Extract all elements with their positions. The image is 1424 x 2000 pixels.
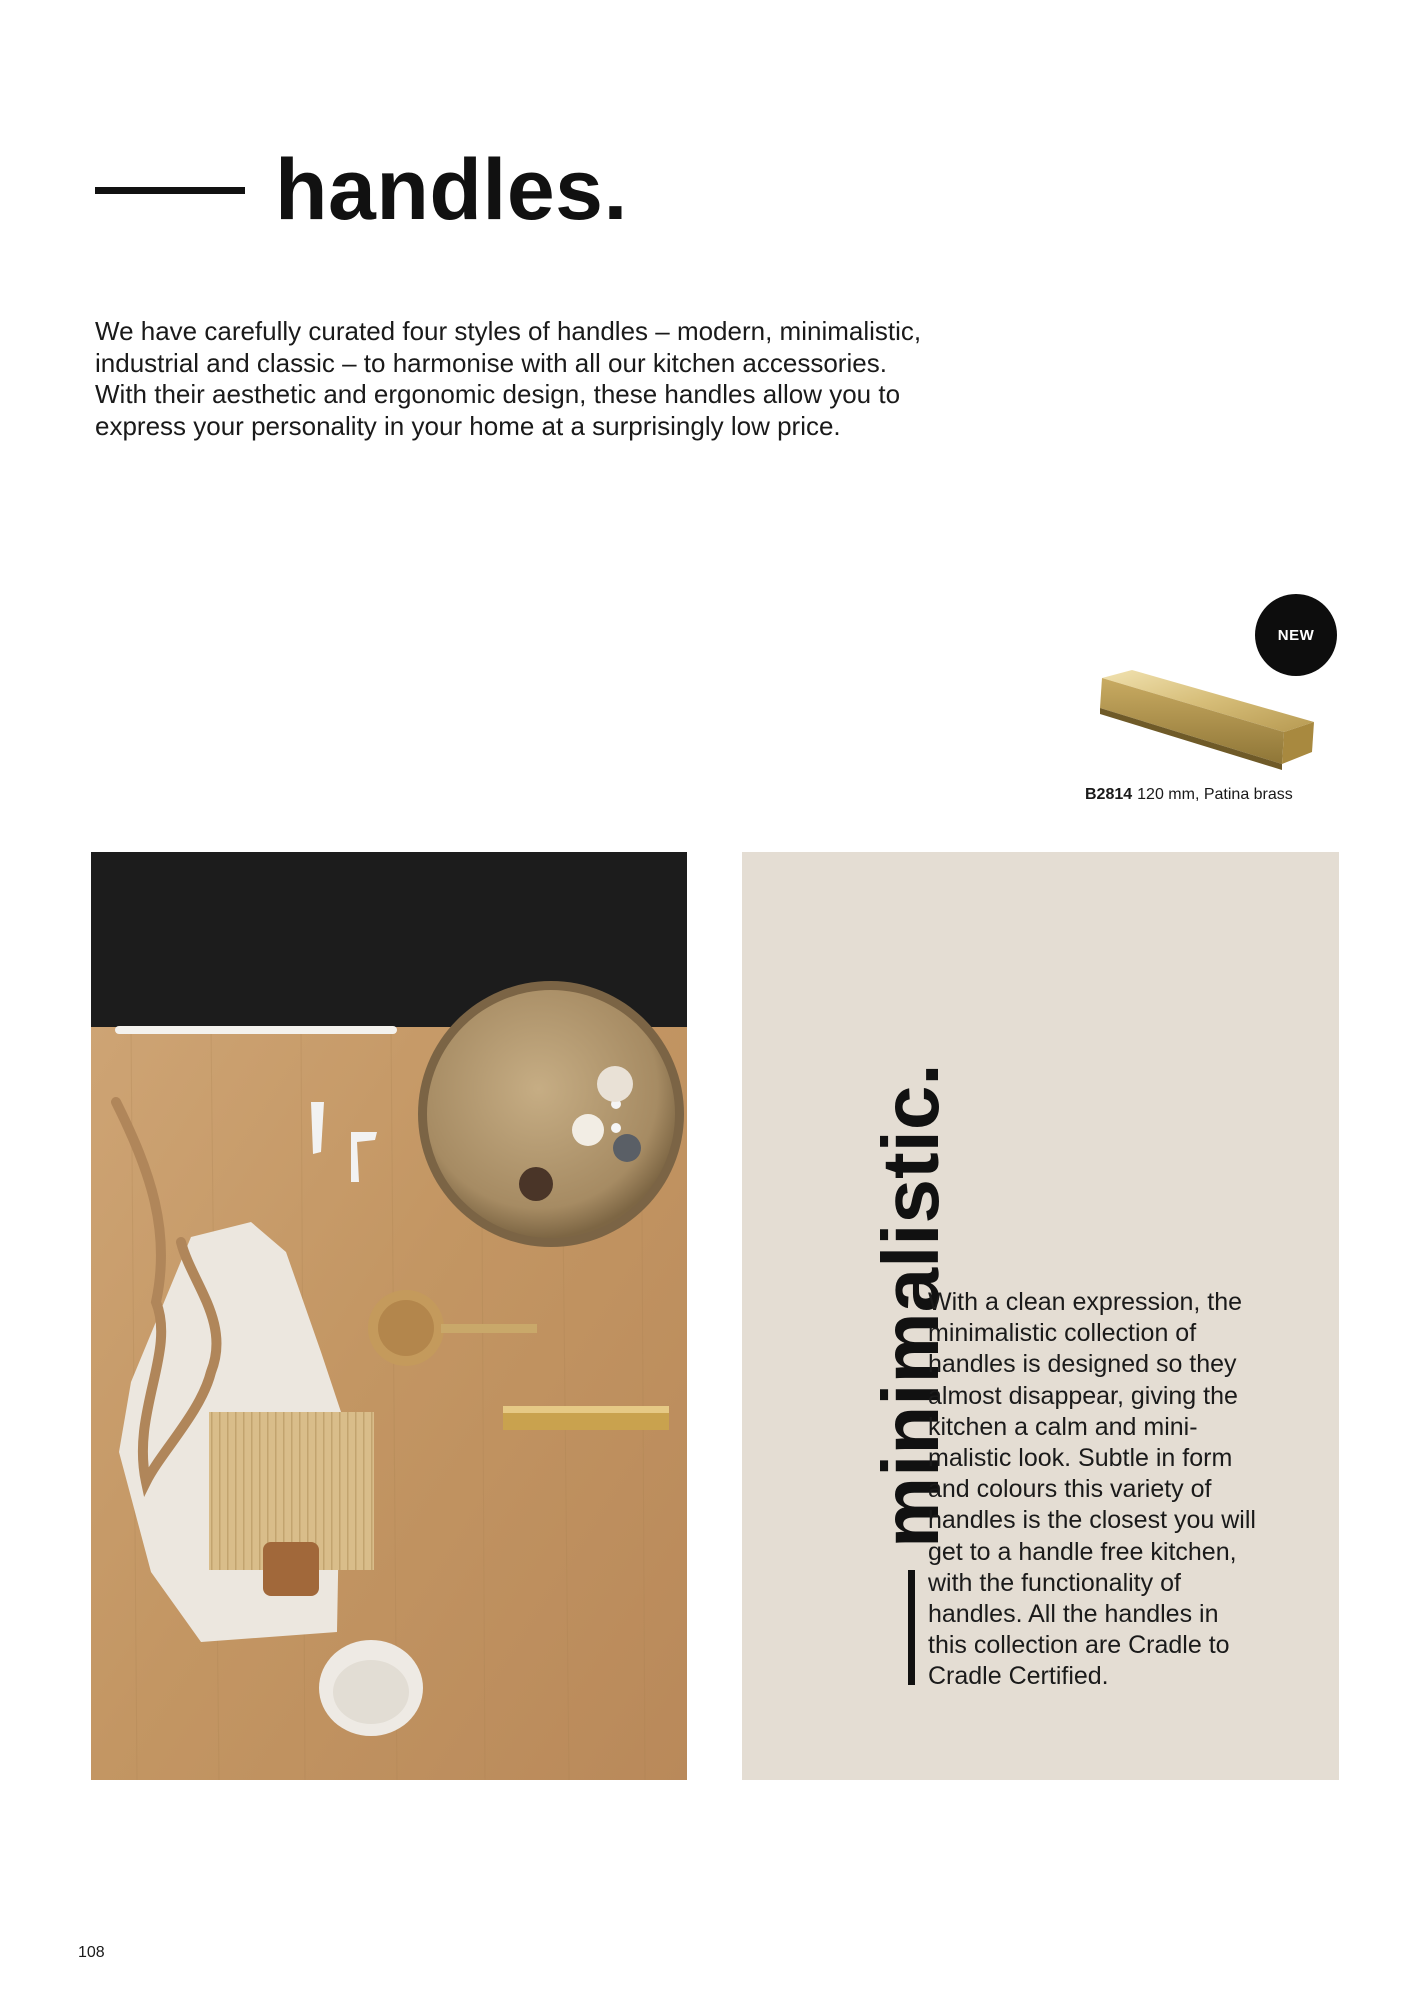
page-number: 108 bbox=[78, 1944, 105, 1961]
page-title: handles. bbox=[275, 142, 628, 238]
intro-paragraph: We have carefully curated four styles of handles – modern, minimalistic, industrial and classic – to harmonise with all our kitchen accessories. With their aesthetic and ergonomic design, these handles allow you to express your personality in your home at a surprisingly low price. bbox=[95, 316, 922, 441]
page-heading bbox=[95, 140, 628, 240]
collection-heading-rule bbox=[908, 1570, 915, 1685]
new-badge: NEW bbox=[1255, 594, 1337, 676]
moodboard-photo bbox=[91, 852, 687, 1780]
heading-rule bbox=[95, 187, 245, 194]
product-description: 120 mm, Patina brass bbox=[1137, 786, 1293, 803]
product-caption bbox=[1085, 786, 1293, 804]
collection-description: With a clean expression, the minimalistic collection of handles is designed so they almost disappear, giving the kitchen a calm and mini-malistic look. Subtle in form and colours this variety of handles is the closest you will get to a handle free kitchen, with the functionality of handles. All the handles in this collection are Cradle to Cradle Certified. bbox=[928, 1288, 1256, 1691]
product-code: B2814 bbox=[1085, 786, 1133, 803]
brass-handle-icon bbox=[1088, 660, 1318, 780]
collection-title: minimalistic. bbox=[866, 1063, 955, 1548]
